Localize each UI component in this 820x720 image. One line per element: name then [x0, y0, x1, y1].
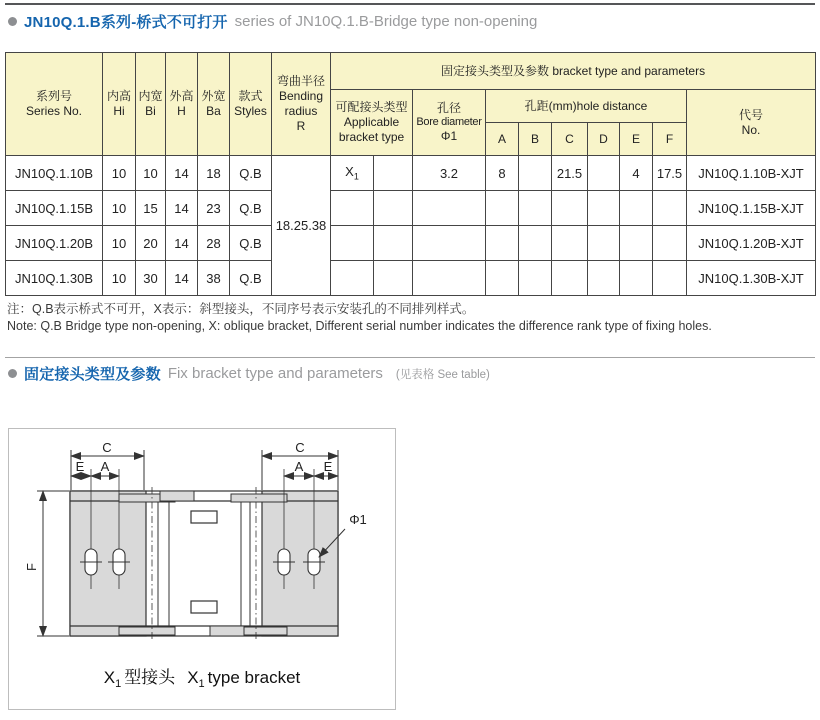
- link-window-top: [191, 511, 217, 523]
- header-zh: 系列号: [35, 89, 72, 103]
- col-header-no: [687, 90, 816, 156]
- spec-table: [5, 52, 816, 296]
- header-en: Ba: [206, 104, 221, 118]
- cell-bi: 10: [136, 156, 166, 191]
- cell-f: 17.5: [653, 156, 687, 191]
- cell-c: 21.5: [552, 156, 588, 191]
- cell-bore: 3.2: [413, 156, 486, 191]
- table-row: [6, 191, 816, 226]
- cell-bending-radius: 18.25.38: [272, 156, 331, 296]
- col-header-e: E: [620, 123, 653, 156]
- cell-style: Q.B: [230, 261, 272, 296]
- header-symbol: R: [296, 119, 306, 133]
- cell-style: Q.B: [230, 226, 272, 261]
- cell-f: [653, 191, 687, 226]
- cell-h: 14: [166, 156, 198, 191]
- cell-series: JN10Q.1.15B: [6, 191, 103, 226]
- caption-en: type bracket: [207, 668, 301, 687]
- cell-bracket-type-2: [374, 261, 413, 296]
- header-en: Styles: [234, 104, 267, 118]
- col-header-styles: [230, 53, 272, 156]
- cell-f: [653, 226, 687, 261]
- left-plate: [70, 491, 146, 636]
- header-en: bracket type and parameters: [552, 63, 706, 78]
- group-header-bracket-parameters: [331, 53, 816, 90]
- section2-hint: (见表格 See table): [395, 368, 490, 381]
- cell-bracket-type-2: [374, 191, 413, 226]
- cell-bracket-type: [331, 261, 374, 296]
- bracket-technical-drawing: [9, 429, 395, 659]
- bullet-icon: [8, 369, 17, 378]
- header-en: Bore diameter: [416, 115, 482, 128]
- dim-label-e-right: E: [323, 459, 333, 474]
- cell-hi: 10: [103, 226, 136, 261]
- cell-d: [588, 226, 620, 261]
- cell-style: Q.B: [230, 156, 272, 191]
- cell-a: 8: [486, 156, 519, 191]
- cell-bi: 15: [136, 191, 166, 226]
- header-zh: 固定接头类型及参数: [440, 63, 549, 78]
- caption-x1-sub: 1: [198, 678, 205, 691]
- col-header-bore-diameter: [413, 90, 486, 156]
- cell-series: JN10Q.1.10B: [6, 156, 103, 191]
- col-header-applicable-bracket: [331, 90, 413, 156]
- header-zh: 代号: [739, 107, 764, 122]
- header-en: Series No.: [25, 104, 83, 118]
- header-zh: 可配接头类型: [335, 100, 408, 114]
- cell-e: [620, 226, 653, 261]
- dim-label-f: F: [24, 563, 39, 571]
- col-header-ba: [198, 53, 230, 156]
- cell-bracket-type-2: [374, 226, 413, 261]
- table-row: [6, 261, 816, 296]
- link-window-bottom: [191, 601, 217, 613]
- section1-heading: [8, 11, 537, 32]
- header-symbol: Φ1: [440, 129, 458, 144]
- dim-label-c-left: C: [102, 440, 112, 455]
- col-header-bending-radius: [272, 53, 331, 156]
- bracket-diagram: [8, 428, 396, 710]
- table-row: [6, 226, 816, 261]
- cell-a: [486, 191, 519, 226]
- cell-c: [552, 261, 588, 296]
- section1-title-en: series of JN10Q.1.B-Bridge type non-opening: [234, 13, 538, 30]
- cell-b: [519, 191, 552, 226]
- cell-style: Q.B: [230, 191, 272, 226]
- col-header-h: [166, 53, 198, 156]
- cell-no: JN10Q.1.20B-XJT: [687, 226, 816, 261]
- cell-a: [486, 226, 519, 261]
- section1-title-zh: JN10Q.1.B系列-桥式不可打开: [24, 14, 228, 31]
- dim-label-a-left: A: [100, 459, 110, 474]
- cell-d: [588, 156, 620, 191]
- cell-hi: 10: [103, 156, 136, 191]
- cell-bi: 30: [136, 261, 166, 296]
- col-header-f: F: [653, 123, 687, 156]
- cell-d: [588, 261, 620, 296]
- col-header-b: B: [519, 123, 552, 156]
- cell-ba: 23: [198, 191, 230, 226]
- cell-no: JN10Q.1.10B-XJT: [687, 156, 816, 191]
- cell-e: 4: [620, 156, 653, 191]
- cell-series: JN10Q.1.20B: [6, 226, 103, 261]
- cell-c: [552, 226, 588, 261]
- col-header-c: C: [552, 123, 588, 156]
- col-header-a: A: [486, 123, 519, 156]
- cell-h: 14: [166, 261, 198, 296]
- section2-title-zh: 固定接头类型及参数: [24, 366, 161, 383]
- cell-bore: [413, 261, 486, 296]
- cell-bi: 20: [136, 226, 166, 261]
- header-zh: 内宽: [138, 89, 163, 103]
- header-zh: 款式: [238, 89, 263, 103]
- cell-bore: [413, 226, 486, 261]
- cell-hi: 10: [103, 191, 136, 226]
- cell-series: JN10Q.1.30B: [6, 261, 103, 296]
- cell-b: [519, 226, 552, 261]
- note-en: Note: Q.B Bridge type non-opening, X: oblique bracket, Different serial number indicates the difference rank type of fixing holes.: [7, 319, 712, 333]
- header-en: Bending radius: [278, 89, 324, 118]
- cell-f: [653, 261, 687, 296]
- header-en: Bi: [145, 104, 156, 118]
- cell-no: JN10Q.1.30B-XJT: [687, 261, 816, 296]
- header-zh: 外宽: [201, 89, 226, 103]
- top-divider: [5, 3, 815, 5]
- cell-ba: 18: [198, 156, 230, 191]
- dim-label-e-left: E: [75, 459, 85, 474]
- section2-heading: [8, 363, 490, 384]
- bracket-body: [70, 491, 338, 636]
- dim-label-a-right: A: [294, 459, 304, 474]
- cell-bracket-type: [331, 191, 374, 226]
- caption-x1: X: [187, 668, 199, 687]
- col-header-series: [6, 53, 103, 156]
- caption-x1-sub: 1: [115, 678, 122, 691]
- bullet-icon: [8, 17, 17, 26]
- col-header-d: D: [588, 123, 620, 156]
- header-zh: 孔距(mm): [524, 98, 577, 113]
- cell-d: [588, 191, 620, 226]
- cell-bore: [413, 191, 486, 226]
- header-zh: 内高: [106, 89, 131, 103]
- header-en: Applicable bracket type: [338, 115, 405, 144]
- table-row: [6, 156, 816, 191]
- cell-e: [620, 261, 653, 296]
- cell-a: [486, 261, 519, 296]
- col-header-hi: [103, 53, 136, 156]
- dim-label-phi1: Φ1: [349, 512, 367, 527]
- cell-hi: 10: [103, 261, 136, 296]
- bracket-type-text: X: [345, 164, 354, 180]
- header-en: H: [177, 104, 186, 118]
- cell-e: [620, 191, 653, 226]
- col-header-bi: [136, 53, 166, 156]
- cell-b: [519, 261, 552, 296]
- section2-title-en: Fix bracket type and parameters: [167, 365, 383, 382]
- right-plate: [262, 491, 338, 636]
- caption-x1: X: [103, 668, 116, 687]
- header-en: hole distance: [576, 98, 648, 113]
- header-zh: 孔径: [436, 100, 461, 115]
- note-zh: 注：Q.B表示桥式不可开，X表示：斜型接头，不同序号表示安装孔的不同排列样式。: [7, 302, 475, 316]
- section-divider: [5, 357, 815, 358]
- header-en: Hi: [113, 104, 125, 118]
- cell-h: 14: [166, 226, 198, 261]
- cell-ba: 38: [198, 261, 230, 296]
- caption-zh: 型接头: [124, 668, 176, 687]
- diagram-caption: [9, 663, 395, 690]
- cell-bracket-type: [331, 226, 374, 261]
- cell-h: 14: [166, 191, 198, 226]
- header-zh: 弯曲半径: [276, 74, 325, 88]
- cell-b: [519, 156, 552, 191]
- cell-bracket-type-2: [374, 156, 413, 191]
- cell-ba: 28: [198, 226, 230, 261]
- header-en: No.: [741, 122, 761, 137]
- bracket-type-subscript: 1: [353, 171, 359, 182]
- group-header-hole-distance: [486, 90, 687, 123]
- dim-label-c-right: C: [295, 440, 305, 455]
- cell-no: JN10Q.1.15B-XJT: [687, 191, 816, 226]
- header-zh: 外高: [169, 89, 194, 103]
- cell-c: [552, 191, 588, 226]
- cell-bracket-type: [331, 156, 374, 191]
